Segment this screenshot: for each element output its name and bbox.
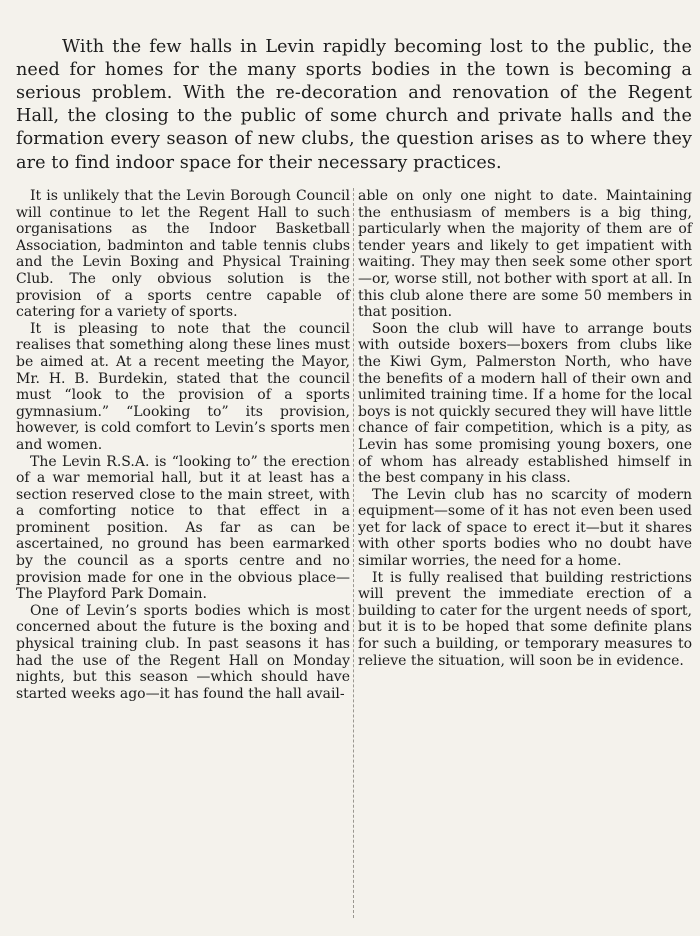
body-paragraph: One of Levin’s sports bodies which is most concerned about the future is the boxing and physical training club. In past seasons it has had the use of the Regent Hall on Monday nights, but this season —which should have started weeks ago—it has found the hall avail-: [16, 602, 350, 702]
body-paragraph: It is pleasing to note that the council realises that something along these lines must be aimed at. At a recent meeting the Mayor, Mr. H. B. Burdekin, stated that the council must “look to the provision of a sports gymnasium.” “Looking to” its provision, however, is cold comfort to Levin’s sports men and women.: [16, 320, 350, 453]
body-paragraph: The Levin R.S.A. is “looking to” the erection of a war memorial hall, but it at least has a section reserved close to the main street, with a comforting notice to that effect in a prominent position. As far as can be ascertained, no ground has been earmarked by the council as a sports centre and no provision made for one in the obvious place—The Playford Park Domain.: [16, 453, 350, 603]
body-paragraph: It is unlikely that the Levin Borough Council will continue to let the Regent Hall to such organisations as the Indoor Basketball Association, badminton and table tennis clubs and the Levin Boxing and Physical Training Club. The only obvious solution is the provision of a sports centre capable of catering for a variety of sports.: [16, 188, 350, 321]
body-paragraph: Soon the club will have to arrange bouts with outside boxers—boxers from clubs like the Kiwi Gym, Palmerston North, who have the benefits of a modern hall of their own and unlimited training time. If a home for the local boys is not quickly secured they will have little chance of fair competition, which is a pity, as Levin has some promising young boxers, one of whom has already established himself in the best company in his class.: [358, 320, 692, 487]
body-paragraph: It is fully realised that building restrictions will prevent the immediate erection of a building to cater for the urgent needs of sport, but it is to be hoped that some definite plans for such a building, or temporary measures to relieve the situation, will soon be in evidence.: [358, 569, 692, 669]
body-paragraph-continued: able on only one night to date. Maintaining the enthusiasm of members is a big thing, particularly when the majority of them are of tender years and likely to get impatient with waiting. They may then seek some other sport—or, worse still, not bother with sport at all. In this club alone there are some 50 members in that position.: [358, 188, 692, 321]
lead-paragraph: With the few halls in Levin rapidly becoming lost to the public, the need for homes for the many sports bodies in the town is becoming a serious problem. With the re-decoration and renovation of the Regent Hall, the closing to the public of some church and private halls and the formation every season of new clubs, the question arises as to where they are to find indoor space for their necessary practices.: [16, 36, 692, 173]
left-column: [16, 188, 350, 702]
body-paragraph: The Levin club has no scarcity of modern equipment—some of it has not even been used yet for lack of space to erect it—but it shares with other sports bodies who no doubt have similar worries, the need for a home.: [358, 486, 692, 570]
column-divider: [353, 188, 354, 918]
right-column: [358, 188, 692, 669]
